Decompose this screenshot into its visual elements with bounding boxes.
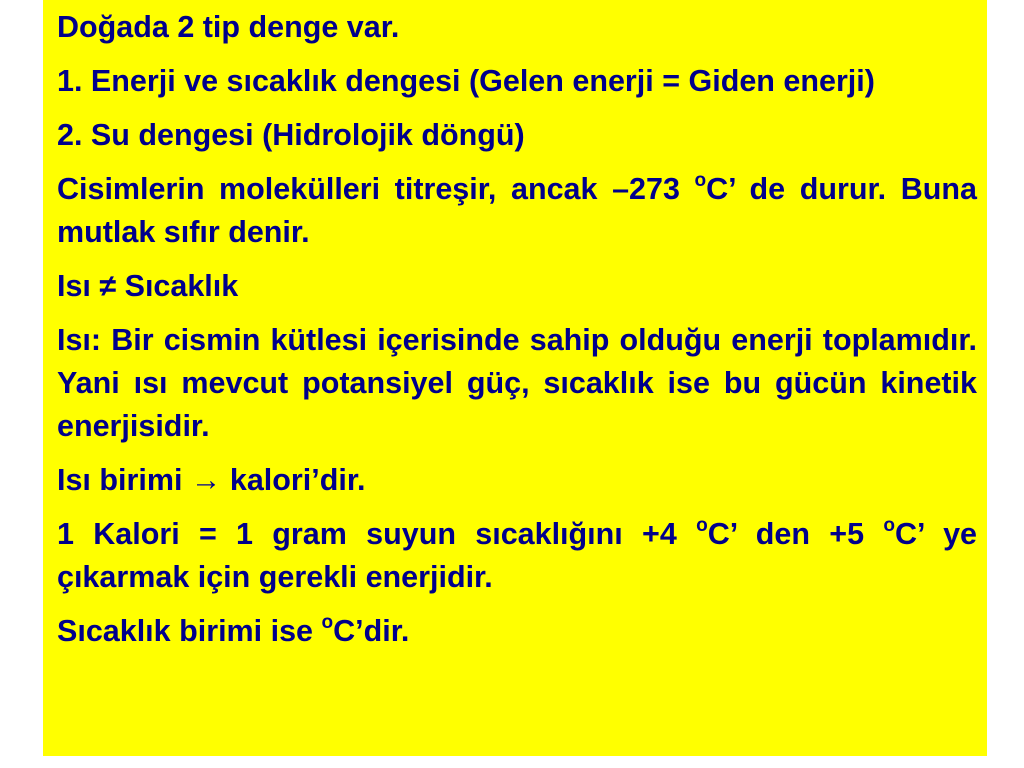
paragraph-kalori-tanimi xyxy=(57,513,977,599)
text: C’dir. xyxy=(333,614,410,648)
text: Cisimlerin molekülleri titreşir, ancak –273 xyxy=(57,172,695,206)
text: C’ de durur. Buna mutlak sıfır denir. xyxy=(57,172,977,249)
paragraph-isi-sicaklik xyxy=(57,265,977,308)
text: Doğada 2 tip denge var. xyxy=(57,10,400,44)
text: 2. Su dengesi (Hidrolojik döngü) xyxy=(57,118,525,152)
text: Sıcaklık birimi ise xyxy=(57,614,322,648)
paragraph-isi-tanimi xyxy=(57,319,977,448)
text: Isı: Bir cismin kütlesi içerisinde sahip olduğu enerji toplamıdır. Yani ısı mevcut potansiyel güç, sıcaklık ise bu gücün kinetik enerjisidir. xyxy=(57,323,977,443)
text: 1 Kalori = 1 gram suyun sıcaklığını +4 xyxy=(57,517,697,551)
paragraph-sicaklik-birimi xyxy=(57,610,977,653)
paragraph-su-dengesi xyxy=(57,114,977,157)
paragraph-mutlak-sifir xyxy=(57,168,977,254)
degree-superscript: o xyxy=(694,169,707,191)
paragraph-enerji-dengesi xyxy=(57,60,977,103)
paragraph-denge-tipleri xyxy=(57,6,977,49)
text: 1. Enerji ve sıcaklık dengesi (Gelen enerji = Giden enerji) xyxy=(57,64,875,98)
text: C’ den +5 xyxy=(707,517,884,551)
slide-content xyxy=(43,0,987,756)
paragraph-isi-birimi xyxy=(57,459,977,502)
text: Isı ≠ Sıcaklık xyxy=(57,269,239,303)
text: C’ ye çıkarmak için gerekli enerjidir. xyxy=(57,517,977,594)
text: Isı birimi → kalori’dir. xyxy=(57,463,366,497)
degree-superscript: o xyxy=(696,514,708,536)
degree-superscript: o xyxy=(321,611,334,633)
degree-superscript: o xyxy=(883,514,895,536)
